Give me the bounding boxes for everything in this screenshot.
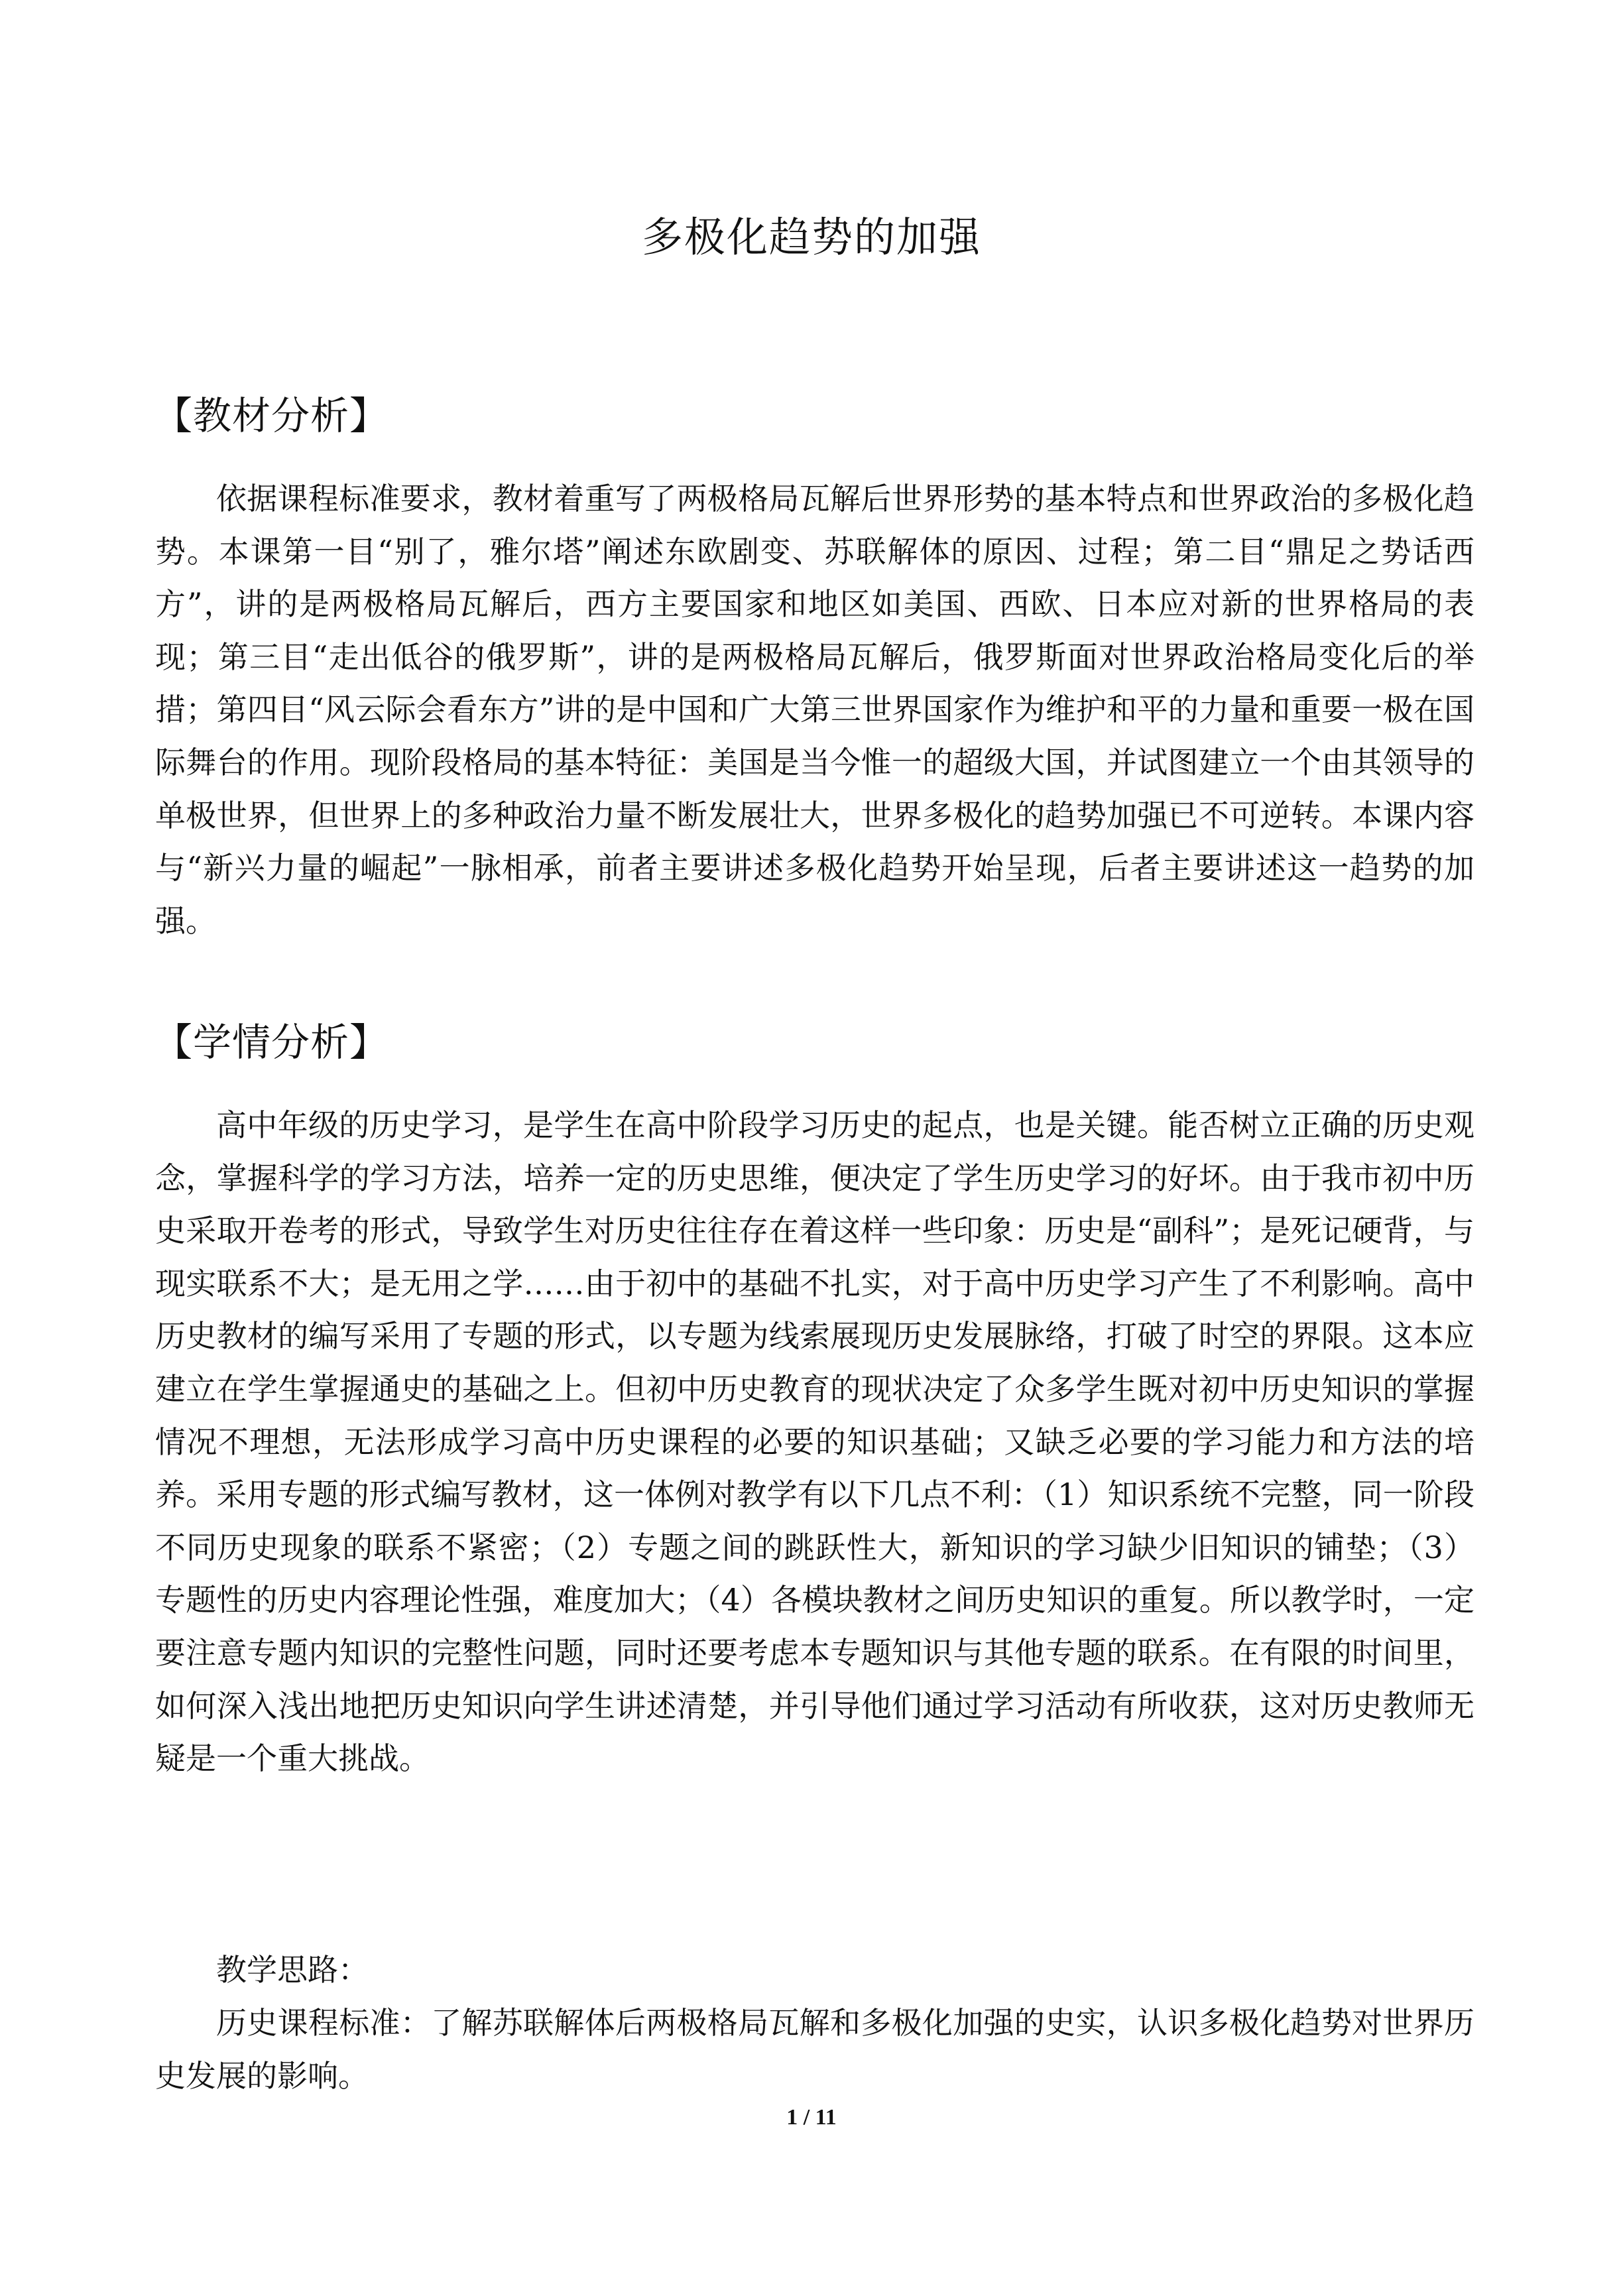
paragraph-teaching-approach-label: 教学思路： (216, 1952, 369, 1988)
paragraph-textbook-analysis: 依据课程标准要求，教材着重写了两极格局瓦解后世界形势的基本特点和世界政治的多极化趋势。本课第一目“别了，雅尔塔”阐述东欧剧变、苏联解体的原因、过程；第二目“鼎足之势话西方”，讲的是两极格局瓦解后，西方主要国家和地区如美国、西欧、日本应对新的世界格局的表现；第三目“走出低谷的俄罗斯”，讲的是两极格局瓦解后，俄罗斯面对世界政治格局变化后的举措；第四目“风云际会看东方”讲的是中国和广大第三世界国家作为维护和平的力量和重要一极在国际舞台的作用。现阶段格局的基本特征：美国是当今惟一的超级大国，并试图建立一个由其领导的单极世界，但世界上的多种政治力量不断发展壮大，世界多极化的趋势加强已不可逆转。本课内容与“新兴力量的崛起”一脉相承，前者主要讲述多极化趋势开始呈现，后者主要讲述这一趋势的加强。 (155, 481, 1474, 939)
page-number: 1 / 11 (786, 2105, 837, 2130)
section-heading-learner-analysis: 【学情分析】 (154, 1020, 389, 1065)
document-title: 多极化趋势的加强 (641, 213, 981, 261)
paragraph-curriculum-standard: 历史课程标准：了解苏联解体后两极格局瓦解和多极化加强的史实，认识多极化趋势对世界历史发展的影响。 (155, 2005, 1474, 2094)
paragraph-learner-analysis: 高中年级的历史学习，是学生在高中阶段学习历史的起点，也是关键。能否树立正确的历史观念，掌握科学的学习方法，培养一定的历史思维，便决定了学生历史学习的好坏。由于我市初中历史采取开卷考的形式，导致学生对历史往往存在着这样一些印象：历史是“副科”；是死记硬背，与现实联系不大；是无用之学……由于初中的基础不扎实，对于高中历史学习产生了不利影响。高中历史教材的编写采用了专题的形式，以专题为线索展现历史发展脉络，打破了时空的界限。这本应建立在学生掌握通史的基础之上。但初中历史教育的现状决定了众多学生既对初中历史知识的掌握情况不理想，无法形成学习高中历史课程的必要的知识基础；又缺乏必要的学习能力和方法的培养。采用专题的形式编写教材，这一体例对教学有以下几点不利：（1）知识系统不完整，同一阶段不同历史现象的联系不紧密；（2）专题之间的跳跃性大，新知识的学习缺少旧知识的铺垫；（3）专题性的历史内容理论性强，难度加大；（4）各模块教材之间历史知识的重复。所以教学时，一定要注意专题内知识的完整性问题，同时还要考虑本专题知识与其他专题的联系。在有限的时间里，如何深入浅出地把历史知识向学生讲述清楚，并引导他们通过学习活动有所收获，这对历史教师无疑是一个重大挑战。 (155, 1107, 1474, 1777)
section-heading-textbook-analysis: 【教材分析】 (154, 393, 389, 438)
